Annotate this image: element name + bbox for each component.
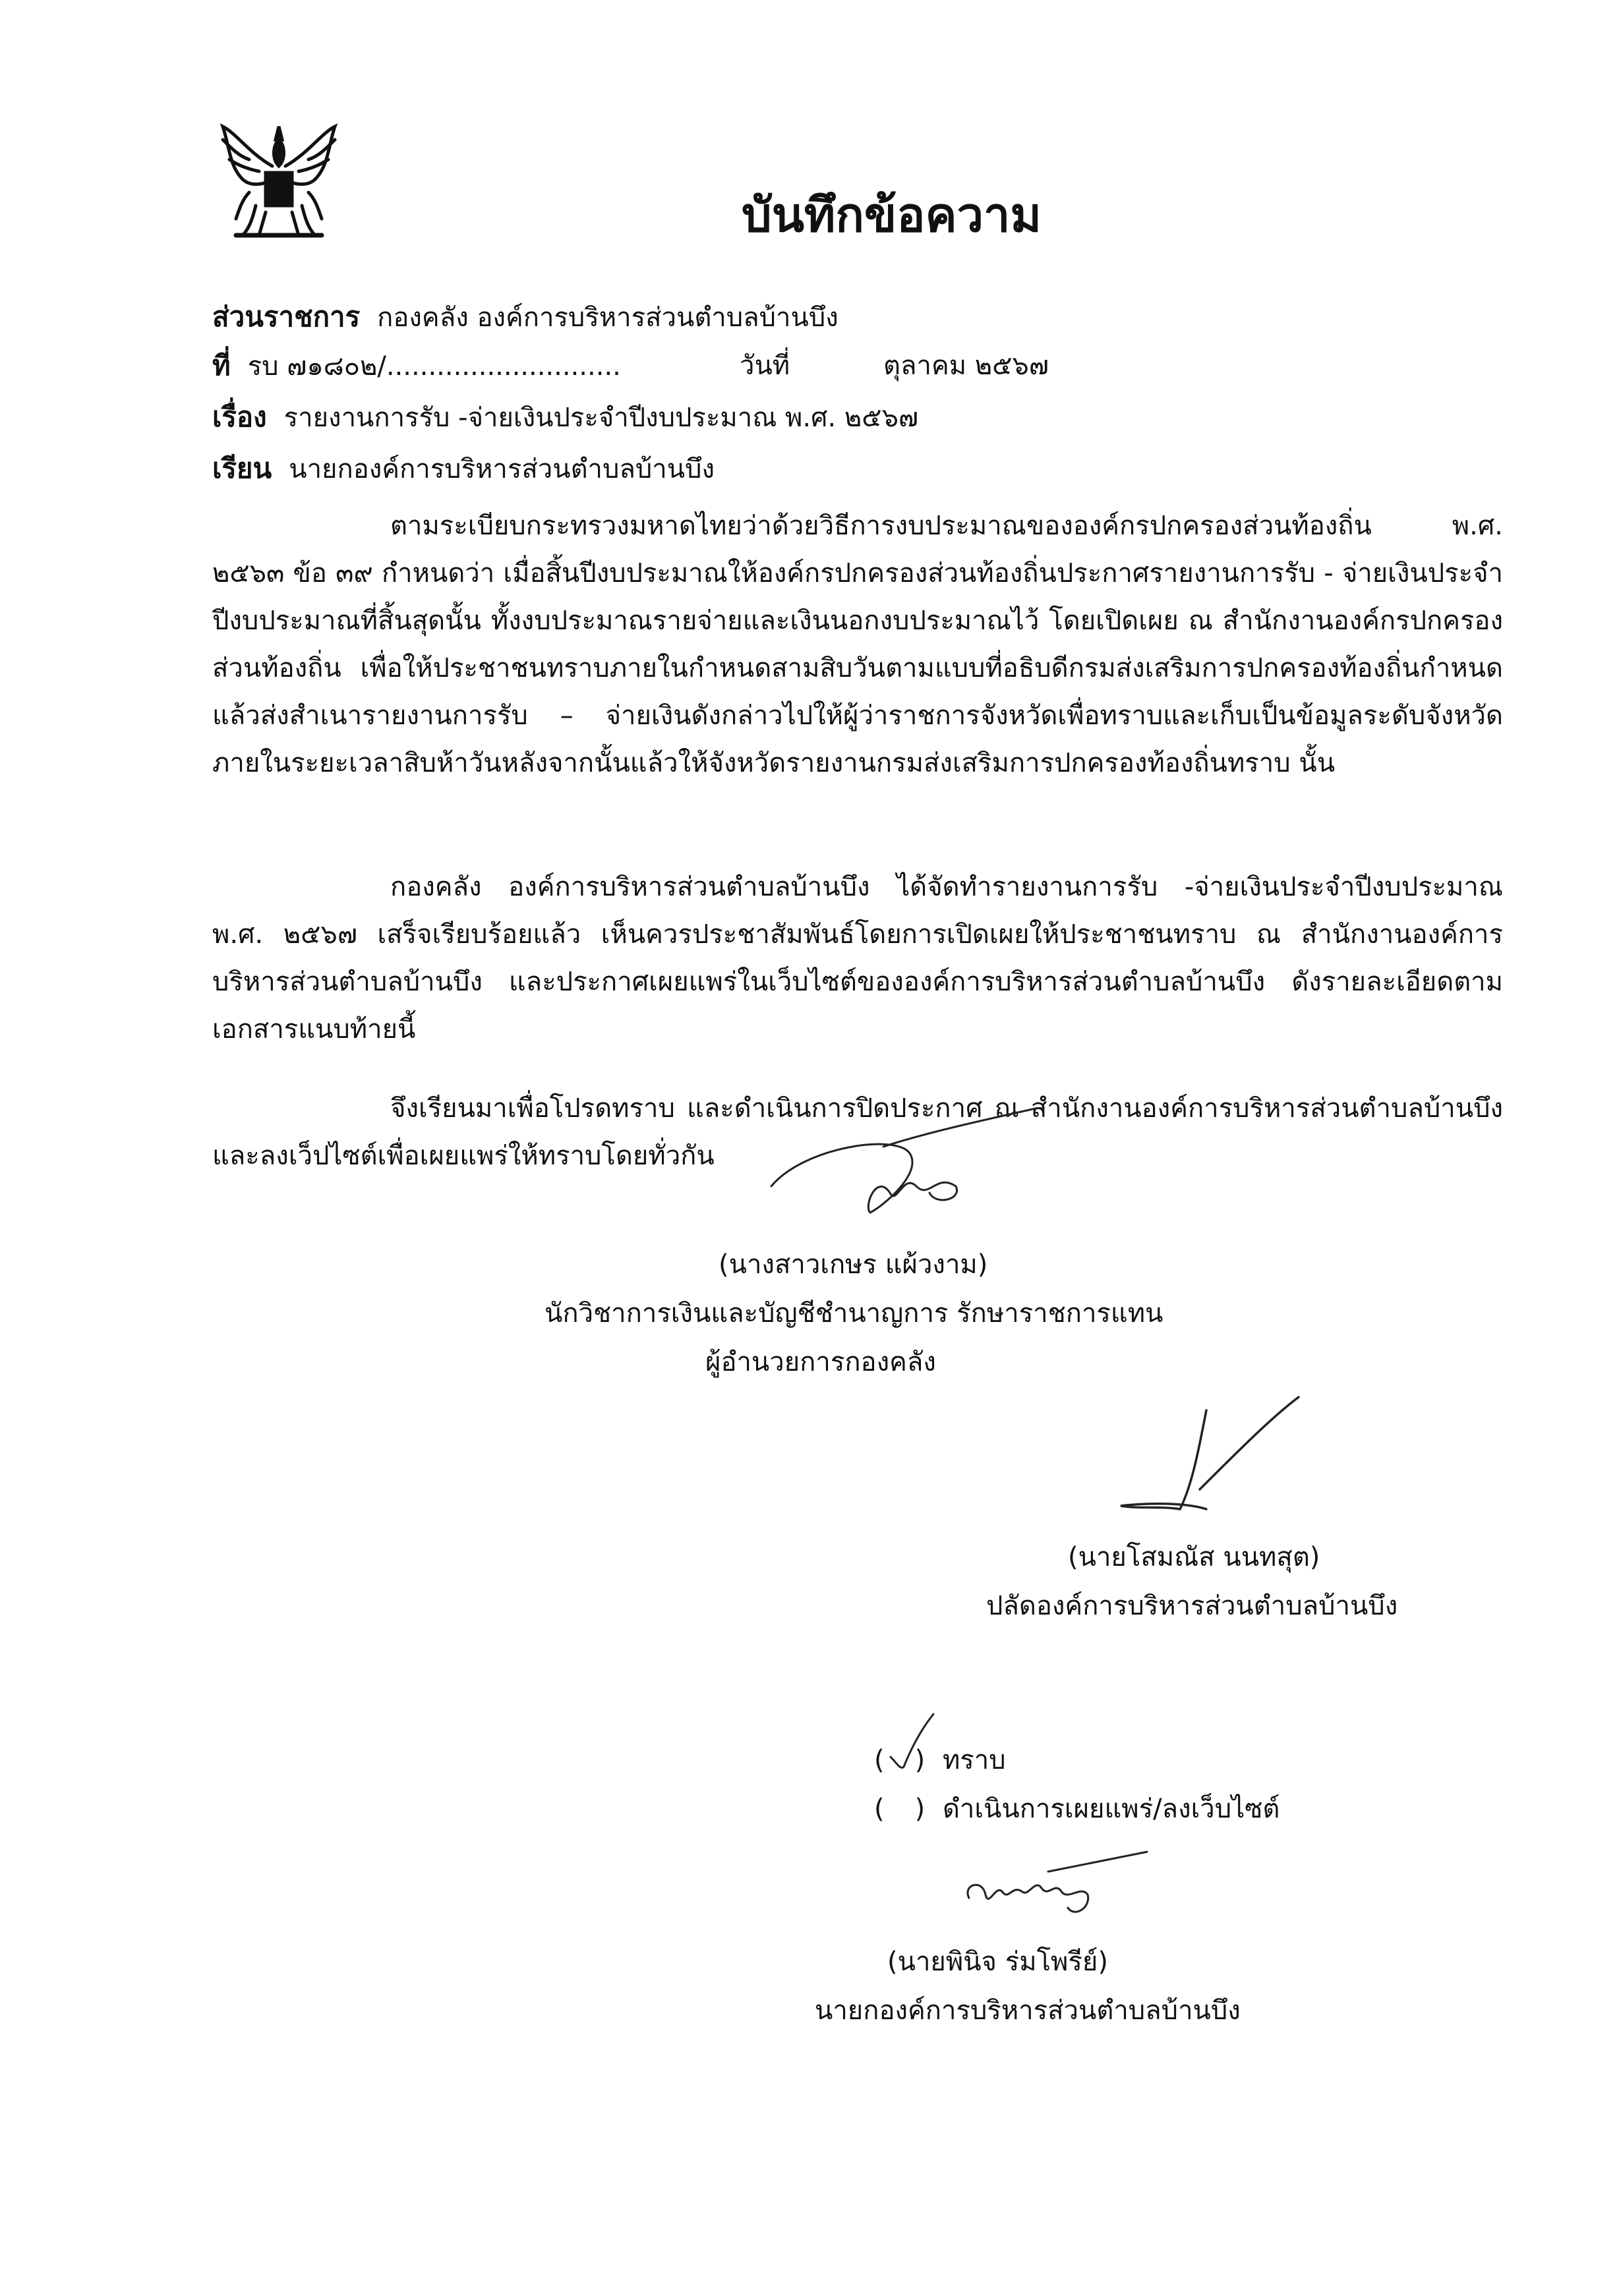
memo-title: บันทึกข้อความ [742, 187, 1042, 243]
checkbox-2-open: ( [874, 1794, 885, 1824]
signature-2-image [1107, 1391, 1318, 1522]
body-paragraph-3: จึงเรียนมาเพื่อโปรดทราบ และดำเนินการปิดประกาศ ณ สำนักงานองค์การบริหารส่วนตำบลบ้านบึงและลงเว็ปไซต์เพื่อเผยแพร่ให้ทราบโดยทั่วกัน [212, 1093, 1503, 1171]
checkbox-2-close: ) [914, 1794, 926, 1824]
reference-line [212, 344, 621, 387]
garuda-emblem-icon [210, 113, 348, 245]
signer-3-position: นายกองค์การบริหารส่วนตำบลบ้านบึง [815, 1995, 1241, 2026]
body-paragraph-2: กองคลัง องค์การบริหารส่วนตำบลบ้านบึง ได้จัดทำรายงานการรับ -จ่ายเงินประจำปีงบประมาณ พ.ศ. ๒๕๖๗ เสร็จเรียบร้อยแล้ว เห็นควรประชาสัมพันธ์โดยการเปิดเผยให้ประชาชนทราบ ณ สำนักงานองค์การบริหารส่วนตำบลบ้านบึง และประกาศเผยแพร่ในเว็บไซต์ขององค์การบริหารส่วนตำบลบ้านบึง ดังรายละเอียดตามเอกสารแนบท้ายนี้ [212, 872, 1503, 1045]
signature-1-image [765, 1107, 1094, 1239]
checkbox-1-open: ( [874, 1745, 885, 1775]
reference-value: รบ ๗๑๘๐๒/............................ [247, 351, 621, 382]
checkbox-1-close: ) [914, 1745, 926, 1775]
date-label: วันที่ [740, 351, 790, 381]
approval-option-2-label: ดำเนินการเผยแพร่/ลงเว็บไซต์ [942, 1794, 1280, 1824]
signer-1-name: (นางสาวเกษร แผ้วงาม) [719, 1249, 988, 1280]
subject-line [212, 395, 918, 439]
subject-label: เรื่อง [212, 401, 267, 433]
signer-2-position: ปลัดองค์การบริหารส่วนตำบลบ้านบึง [986, 1591, 1398, 1621]
recipient-line [212, 447, 715, 490]
approval-option-1-label: ทราบ [942, 1745, 1006, 1775]
agency-value: กองคลัง องค์การบริหารส่วนตำบลบ้านบึง [377, 302, 839, 333]
body-paragraph-1: ตามระเบียบกระทรวงมหาดไทยว่าด้วยวิธีการงบประมาณขององค์กรปกครองส่วนท้องถิ่น พ.ศ. ๒๕๖๓ ข้อ ๓๙ กำหนดว่า เมื่อสิ้นปีงบประมาณให้องค์กรปกครองส่วนท้องถิ่นประกาศรายงานการรับ - จ่ายเงินประจำปีงบประมาณที่สิ้นสุดนั้น ทั้งงบประมาณรายจ่ายและเงินนอกงบประมาณไว้ โดยเปิดเผย ณ สำนักงานองค์กรปกครองส่วนท้องถิ่น เพื่อให้ประชาชนทราบภายในกำหนดสามสิบวันตามแบบที่อธิบดีกรมส่งเสริมการปกครองท้องถิ่นกำหนด แล้วส่งสำเนารายงานการรับ – จ่ายเงินดังกล่าวไปให้ผู้ว่าราชการจังหวัดเพื่อทราบและเก็บเป็นข้อมูลระดับจังหวัดภายในระยะเวลาสิบห้าวันหลังจากนั้นแล้วให้จังหวัดรายงานกรมส่งเสริมการปกครองท้องถิ่นทราบ นั้น [212, 511, 1503, 778]
checkmark-icon [887, 1711, 940, 1777]
reference-label: ที่ [212, 349, 231, 382]
subject-value: รายงานการรับ -จ่ายเงินประจำปีงบประมาณ พ.ศ. ๒๕๖๗ [283, 403, 919, 433]
agency-line [212, 295, 839, 339]
signer-1-position-1: นักวิชาการเงินและบัญชีชำนาญการ รักษาราชการแทน [545, 1298, 1163, 1329]
date-value: ตุลาคม ๒๕๖๗ [883, 351, 1049, 381]
recipient-value: นายกองค์การบริหารส่วนตำบลบ้านบึง [289, 454, 715, 484]
signature-3-image [949, 1845, 1160, 1937]
agency-label: ส่วนราชการ [212, 301, 361, 333]
recipient-label: เรียน [212, 452, 272, 484]
approval-option-2 [874, 1787, 1280, 1829]
signer-3-name: (นายพินิจ ร่มโพรีย์) [887, 1947, 1108, 1977]
signer-1-position-2: ผู้อำนวยการกองคลัง [705, 1347, 936, 1377]
signer-2-name: (นายโสมณัส นนทสุต) [1068, 1542, 1320, 1572]
